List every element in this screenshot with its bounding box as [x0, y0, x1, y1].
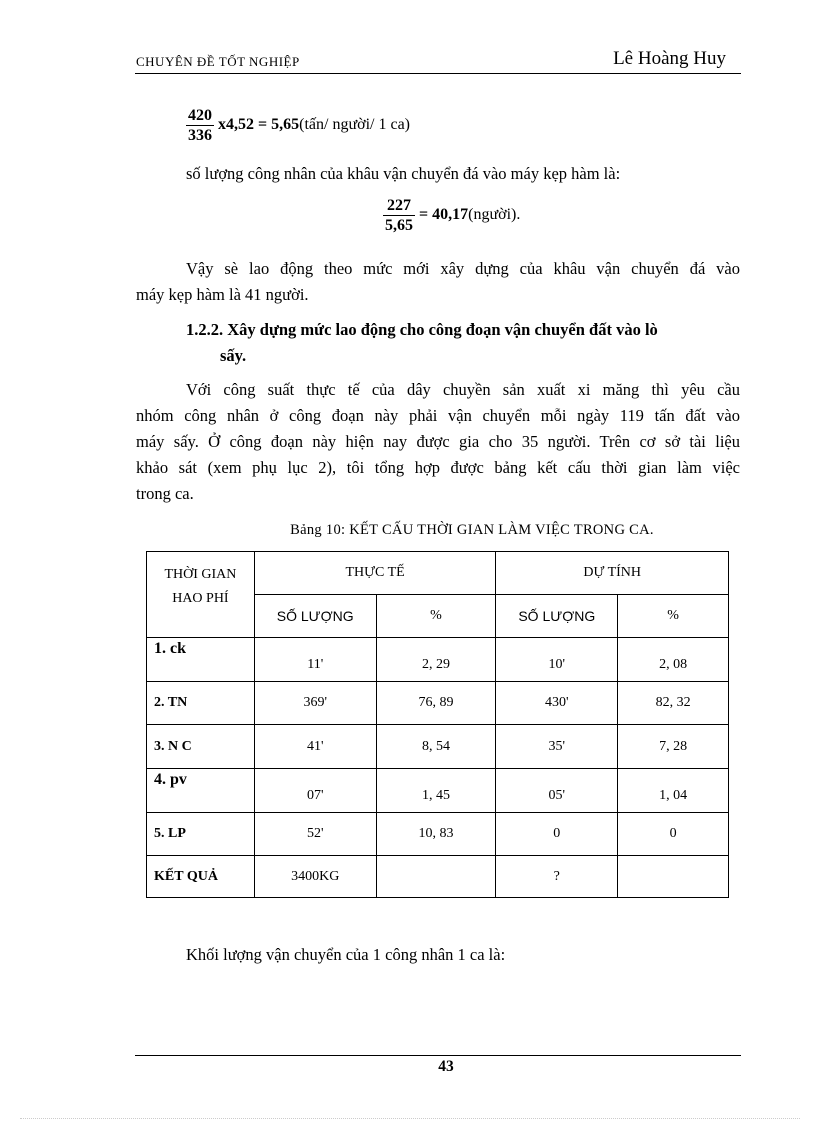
header-actual-percent: %	[376, 595, 496, 638]
heading-line: 1.2.2. Xây dựng mức lao động cho công đoạn vận chuyển đất vào lò	[186, 320, 658, 339]
page-edge	[20, 1118, 800, 1119]
formula-expression: = 40,17	[419, 206, 469, 224]
row-label: 4. pv	[147, 769, 255, 813]
paragraph-context	[136, 377, 740, 507]
planned-quantity-cell: 430'	[496, 682, 618, 725]
actual-quantity-cell: 07'	[254, 769, 376, 813]
header-actual: THỰC TẾ	[254, 552, 496, 595]
paragraph-line: máy kẹp hàm là 41 người.	[136, 285, 309, 304]
page-number: 43	[438, 1058, 454, 1075]
planned-percent-cell: 0	[618, 813, 729, 856]
actual-quantity-cell: 11'	[254, 638, 376, 682]
actual-percent-cell: 76, 89	[376, 682, 496, 725]
row-label: 2. TN	[147, 682, 255, 725]
paragraph-conclusion	[136, 256, 740, 308]
paragraph-workers-intro: số lượng công nhân của khâu vận chuyển đá vào máy kẹp hàm là:	[186, 164, 621, 183]
header-planned-percent: %	[618, 595, 729, 638]
actual-quantity-cell: 369'	[254, 682, 376, 725]
formula-fraction	[186, 106, 214, 145]
planned-quantity-cell: 35'	[496, 725, 618, 769]
table-row	[147, 725, 729, 769]
planned-percent-cell: 82, 32	[618, 682, 729, 725]
table-row	[147, 856, 729, 898]
actual-quantity-cell: 3400KG	[254, 856, 376, 898]
heading-line: sấy.	[220, 346, 247, 365]
paragraph-line: Vậy sè lao động theo mức mới xây dựng của khâu vận chuyển đá vào	[186, 259, 740, 278]
paragraph-line: máy sấy. Ở công đoạn này hiện nay được gia cho 35 người. Trên cơ sở tài liệu	[136, 432, 740, 451]
header-time-line1: THỜI GIAN	[164, 567, 237, 582]
planned-percent-cell: 7, 28	[618, 725, 729, 769]
formula-unit: (tấn/ người/ 1 ca)	[299, 116, 410, 134]
row-label: 1. ck	[147, 638, 255, 682]
planned-percent-cell: 2, 08	[618, 638, 729, 682]
actual-percent-cell: 10, 83	[376, 813, 496, 856]
planned-quantity-cell: ?	[496, 856, 618, 898]
actual-percent-cell: 8, 54	[376, 725, 496, 769]
actual-percent-cell: 2, 29	[376, 638, 496, 682]
planned-percent-cell	[618, 856, 729, 898]
actual-quantity-cell: 41'	[254, 725, 376, 769]
formula-numerator: 420	[188, 107, 212, 124]
planned-quantity-cell: 05'	[496, 769, 618, 813]
header-planned: DỰ TÍNH	[496, 552, 729, 595]
formula-fraction	[383, 196, 415, 235]
header-actual-quantity: SỐ LƯỢNG	[254, 595, 376, 638]
row-label: KẾT QUẢ	[147, 856, 255, 898]
table-row	[147, 682, 729, 725]
paragraph-line: khảo sát (xem phụ lục 2), tôi tổng hợp được bảng kết cấu thời gian làm việc	[136, 458, 740, 477]
formula-numerator: 227	[383, 196, 415, 216]
header-time-spent	[147, 552, 255, 638]
actual-percent-cell	[376, 856, 496, 898]
actual-percent-cell: 1, 45	[376, 769, 496, 813]
row-label: 3. N C	[147, 725, 255, 769]
table-row	[147, 813, 729, 856]
formula-productivity	[186, 106, 410, 145]
header-author: Lê Hoàng Huy	[613, 48, 726, 69]
footer-divider	[135, 1055, 741, 1056]
formula-workers	[383, 196, 520, 235]
formula-denominator: 336	[188, 127, 212, 144]
formula-unit: (người).	[468, 206, 521, 224]
row-label: 5. LP	[147, 813, 255, 856]
formula-denominator: 5,65	[385, 217, 413, 234]
section-heading	[186, 317, 742, 369]
header-time-line2: HAO PHÍ	[172, 591, 229, 606]
paragraph-line: trong ca.	[136, 484, 194, 503]
table-row	[147, 769, 729, 813]
header-divider	[135, 73, 741, 74]
table-caption: Bảng 10: KẾT CẤU THỜI GIAN LÀM VIỆC TRONG CA.	[290, 522, 654, 538]
paragraph-line: nhóm công nhân ở công đoạn này phải vận chuyển mỗi ngày 119 tấn đất vào	[136, 406, 740, 425]
planned-quantity-cell: 0	[496, 813, 618, 856]
planned-percent-cell: 1, 04	[618, 769, 729, 813]
paragraph-per-worker: Khối lượng vận chuyển của 1 công nhân 1 ca là:	[186, 945, 506, 964]
header-title: CHUYÊN ĐỀ TỐT NGHIỆP	[136, 54, 300, 69]
header-planned-quantity: SỐ LƯỢNG	[496, 595, 618, 638]
work-time-table	[146, 551, 729, 898]
table-row	[147, 638, 729, 682]
actual-quantity-cell: 52'	[254, 813, 376, 856]
formula-expression: x4,52 = 5,65	[218, 116, 300, 134]
paragraph-line: Với công suất thực tế của dây chuyền sản xuất xi măng thì yêu cầu	[186, 380, 740, 399]
planned-quantity-cell: 10'	[496, 638, 618, 682]
